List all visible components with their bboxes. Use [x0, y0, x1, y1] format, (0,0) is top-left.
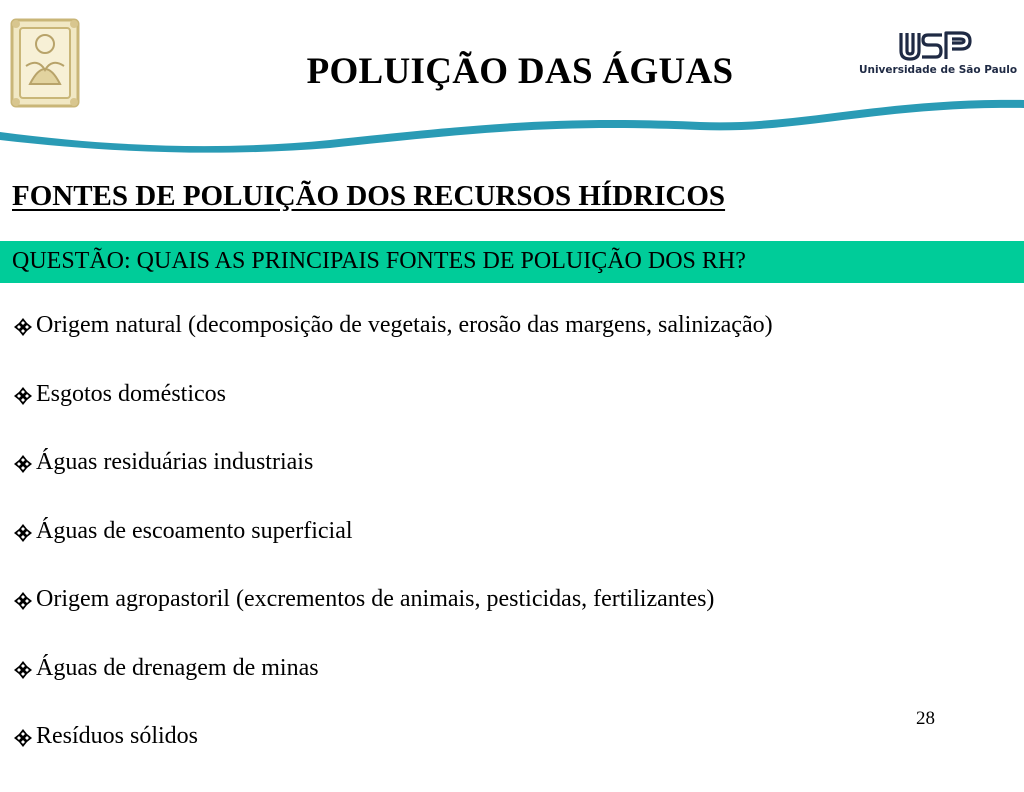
list-item: [12, 518, 773, 587]
list-item: [12, 655, 773, 724]
list-item: [12, 586, 773, 655]
bullet-list: [12, 312, 773, 792]
usp-caption: Universidade de São Paulo: [858, 64, 1018, 76]
diamond-bullet-icon: [12, 385, 34, 407]
page-number: 28: [916, 708, 935, 729]
diamond-bullet-icon: [12, 659, 34, 681]
list-item: [12, 449, 773, 518]
section-heading: FONTES DE POLUIÇÃO DOS RECURSOS HÍDRICOS: [12, 180, 726, 212]
list-item: [12, 312, 773, 381]
bullet-text: Águas de escoamento superficial: [36, 517, 353, 544]
list-item: [12, 723, 773, 792]
usp-logo: [898, 29, 974, 63]
bullet-text: Origem agropastoril (excrementos de animais, pesticidas, fertilizantes): [36, 586, 715, 612]
diamond-bullet-icon: [12, 453, 34, 475]
list-item: [12, 381, 773, 450]
diamond-bullet-icon: [12, 522, 34, 544]
bullet-text: Origem natural (decomposição de vegetais, erosão das margens, salinização): [36, 312, 773, 338]
diamond-bullet-icon: [12, 590, 34, 612]
bullet-text: Águas residuárias industriais: [36, 449, 314, 475]
diamond-bullet-icon: [12, 316, 34, 338]
diamond-bullet-icon: [12, 727, 34, 749]
slide-title: POLUIÇÃO DAS ÁGUAS: [306, 51, 734, 92]
bullet-text: Esgotos domésticos: [36, 380, 226, 407]
question-text: QUESTÃO: QUAIS AS PRINCIPAIS FONTES DE POLUIÇÃO DOS RH?: [12, 248, 746, 274]
bullet-text: Águas de drenagem de minas: [36, 654, 319, 681]
header-wave: [0, 88, 1024, 158]
bullet-text: Resíduos sólidos: [36, 723, 199, 749]
